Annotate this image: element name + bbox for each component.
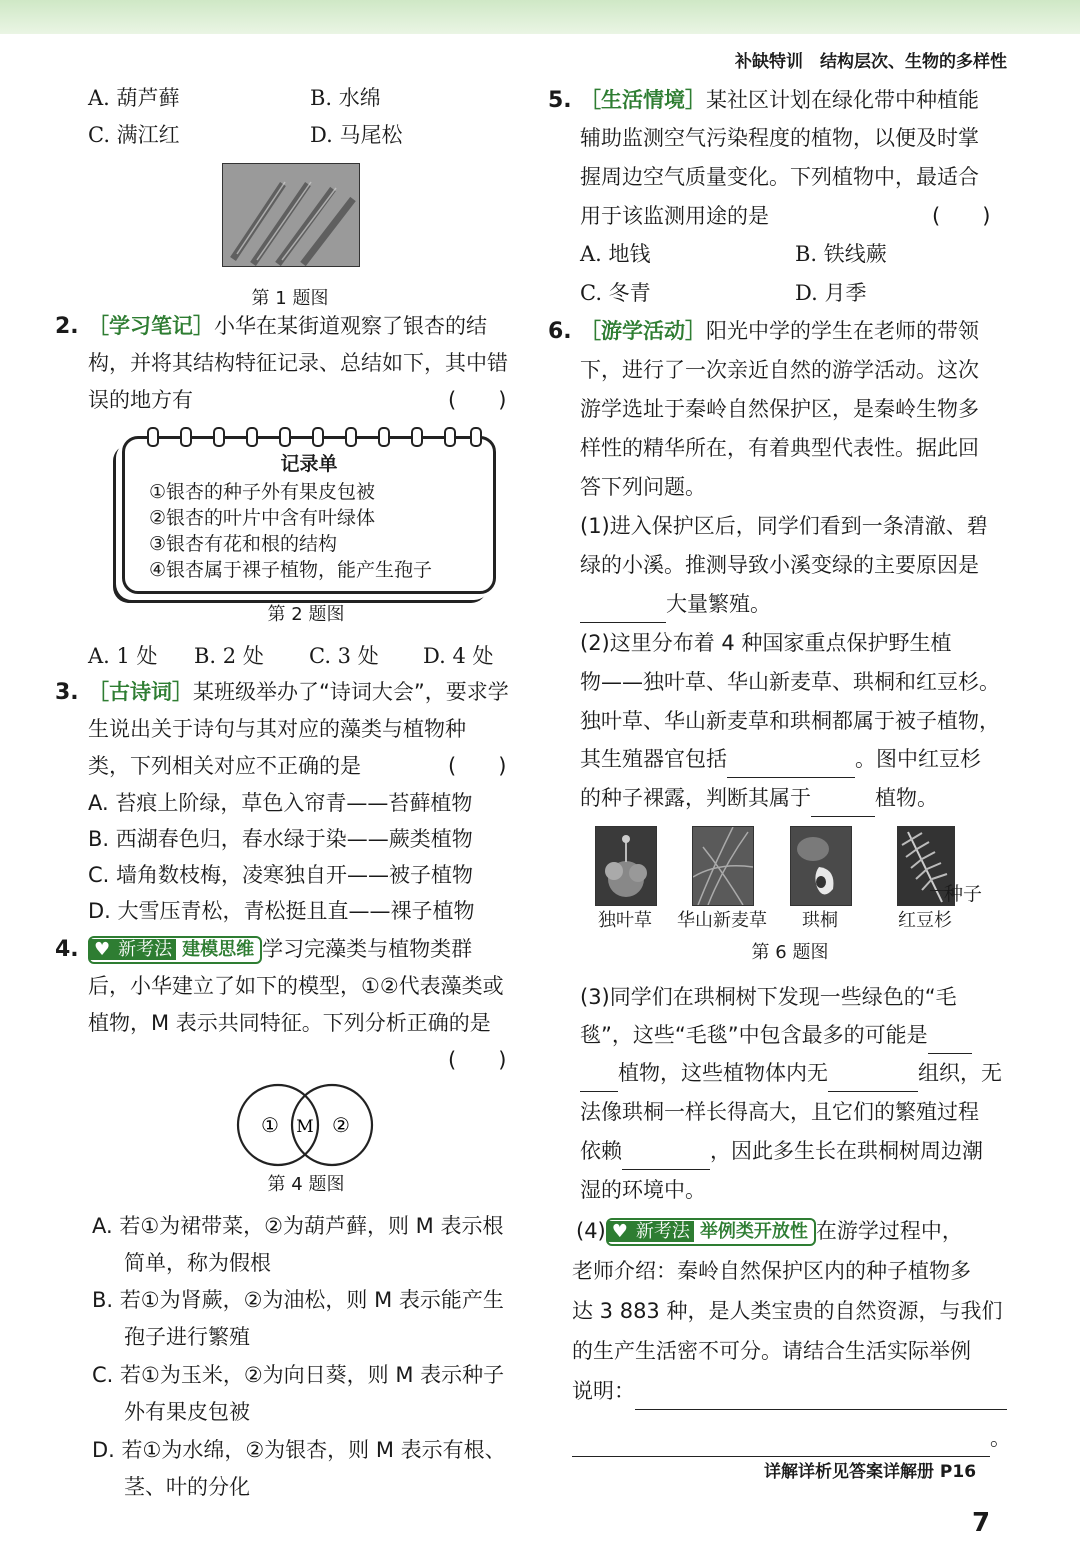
q2-record-notebook [122, 436, 496, 594]
q5-answer-paren[interactable]: ( ) [932, 204, 991, 228]
q6-badge: ♥ 新考法 举例类开放性 [606, 1218, 816, 1246]
q6-line-1: ［游学活动］阳光中学的学生在老师的带领 [580, 319, 979, 343]
q6-p1-line-3: 大量繁殖。 [580, 586, 771, 623]
q6-p4-line-3: 达 3 883 种，是人类宝贵的自然资源，与我们 [572, 1299, 1003, 1323]
venn-middle-label: M [296, 1117, 314, 1137]
q1-option-a[interactable]: A. 葫芦藓 [88, 86, 180, 110]
q5-line-2: 辅助监测空气污染程度的植物，以便及时掌 [580, 126, 979, 150]
q4-badge: ♥ 新考法 建模思维 [88, 936, 262, 964]
q3-line-1: ［古诗词］某班级举办了“诗词大会”，要求学 [88, 680, 509, 704]
q4-option-d[interactable]: D. 若①为水绵，②为银杏，则 M 表示有根、 [92, 1438, 506, 1462]
q4-venn-diagram [230, 1083, 380, 1167]
q3-option-b[interactable]: B. 西湖春色归，春水绿于染——蕨类植物 [88, 827, 473, 851]
q6-answer-line-2[interactable] [572, 1430, 990, 1457]
q4-figure-caption: 第 4 题图 [267, 1174, 345, 1195]
q6-blank-4b[interactable] [580, 1065, 618, 1092]
q6-p2-line-3: 独叶草、华山新麦草和珙桐都属于被子植物， [580, 709, 1000, 733]
answer-reference: 详解详析见答案详解册 P16 [764, 1462, 977, 1482]
leaf-icon: ♥ [608, 1221, 632, 1242]
leaf-icon: ♥ [90, 939, 114, 960]
q2-option-c[interactable]: C. 3 处 [309, 644, 379, 668]
plant-label-hongdoushan: 红豆杉 [898, 910, 952, 931]
q4-option-c-cont: 外有果皮包被 [124, 1400, 250, 1424]
plant-photo-gongtong [790, 826, 852, 906]
q5-line-3: 握周边空气质量变化。下列植物中，最适合 [580, 165, 979, 189]
q2-option-a[interactable]: A. 1 处 [88, 644, 158, 668]
q6-p1-line-2: 绿的小溪。推测导致小溪变绿的主要原因是 [580, 553, 979, 577]
q6-line-5: 答下列问题。 [580, 475, 706, 499]
q6-tag: ［游学活动］ [580, 319, 706, 343]
notebook-item-2: ②银杏的叶片中含有叶绿体 [149, 507, 376, 529]
q5-line-4: 用于该监测用途的是 [580, 204, 769, 228]
q6-p1-line-1: (1)进入保护区后，同学们看到一条清澈、碧 [580, 514, 988, 538]
q6-figure-caption: 第 6 题图 [751, 942, 829, 963]
q2-option-b[interactable]: B. 2 处 [194, 644, 264, 668]
q2-line-1: ［学习笔记］小华在某街道观察了银杏的结 [88, 314, 487, 338]
q4-option-a-cont: 简单，称为假根 [124, 1251, 271, 1275]
q6-blank-5[interactable] [828, 1065, 918, 1092]
q4-line-1: ♥ 新考法 建模思维 学习完藻类与植物类群 [88, 931, 472, 968]
q5-option-a[interactable]: A. 地钱 [580, 242, 651, 266]
q3-option-c[interactable]: C. 墙角数枝梅，凌寒独自开——被子植物 [88, 863, 474, 887]
q6-line-4: 样性的精华所在，有着典型代表性。据此回 [580, 436, 979, 460]
q6-blank-4a[interactable] [928, 1027, 972, 1054]
q6-p4-line-5: 说明： [572, 1373, 1007, 1410]
plant-label-duyecao: 独叶草 [598, 910, 652, 931]
q2-tag: ［学习笔记］ [88, 314, 214, 338]
q6-p2-line-1: (2)这里分布着 4 种国家重点保护野生植 [580, 631, 952, 655]
page-header: 补缺特训 结构层次、生物的多样性 [735, 52, 1007, 72]
q1-figure-photo [222, 163, 360, 267]
notebook-title: 记录单 [280, 453, 338, 475]
q5-option-d[interactable]: D. 月季 [795, 281, 867, 305]
q2-line-2: 构，并将其结构特征记录、总结如下，其中错 [88, 351, 508, 375]
q5-option-b[interactable]: B. 铁线蕨 [795, 242, 887, 266]
q6-p2-line-2: 物——独叶草、华山新麦草、珙桐和红豆杉。 [580, 670, 1000, 694]
q6-p4-line-6: 。 [572, 1420, 1011, 1457]
q1-figure-caption: 第 1 题图 [251, 288, 329, 309]
q4-option-b-cont: 孢子进行繁殖 [124, 1325, 250, 1349]
q6-blank-2[interactable] [727, 751, 855, 778]
q6-line-2: 下，进行了一次亲近自然的游学活动。这次 [580, 358, 979, 382]
q6-p3-line-1: (3)同学们在珙桐树下发现一些绿色的“毛 [580, 985, 957, 1009]
q6-p3-line-4: 法像珙桐一样长得高大，且它们的繁殖过程 [580, 1100, 979, 1124]
notebook-item-1: ①银杏的种子外有果皮包被 [149, 481, 376, 503]
plant-label-gongtong: 珙桐 [802, 910, 838, 931]
q5-option-c[interactable]: C. 冬青 [580, 281, 651, 305]
q3-line-2: 生说出关于诗句与其对应的藻类与植物种 [88, 717, 466, 741]
page-number: 7 [972, 1508, 991, 1538]
notebook-item-3: ③银杏有花和根的结构 [149, 533, 338, 555]
q4-option-b[interactable]: B. 若①为肾蕨，②为油松，则 M 表示能产生 [92, 1288, 504, 1312]
q3-answer-paren[interactable]: ( ) [448, 754, 507, 778]
top-banner [0, 0, 1080, 34]
venn-left-label: ① [261, 1113, 279, 1137]
q6-blank-1[interactable] [580, 596, 666, 623]
q2-answer-paren[interactable]: ( ) [448, 388, 507, 412]
q4-line-2: 后，小华建立了如下的模型，①②代表藻类或 [88, 974, 504, 998]
plant-photo-duyecao [595, 826, 657, 906]
q1-option-b[interactable]: B. 水绵 [310, 86, 381, 110]
q1-option-c[interactable]: C. 满江红 [88, 123, 180, 147]
q6-line-3: 游学选址于秦岭自然保护区，是秦岭生物多 [580, 397, 979, 421]
q6-p4-line-4: 的生产生活密不可分。请结合生活实际举例 [572, 1339, 971, 1363]
q6-answer-line-1[interactable] [635, 1383, 1007, 1410]
q2-figure-caption: 第 2 题图 [267, 604, 345, 625]
q4-option-d-cont: 茎、叶的分化 [124, 1475, 250, 1499]
q6-p4-line-1: (4) ♥ 新考法 举例类开放性 在游学过程中， [576, 1213, 963, 1250]
q3-tag: ［古诗词］ [88, 680, 193, 704]
q6-p3-line-5: 依赖 ，因此多生长在珙桐树周边潮 [580, 1133, 983, 1170]
q2-option-d[interactable]: D. 4 处 [423, 644, 494, 668]
q4-answer-paren[interactable]: ( ) [448, 1048, 507, 1072]
q3-option-a[interactable]: A. 苔痕上阶绿，草色入帘青——苔藓植物 [88, 791, 473, 815]
q2-line-3: 误的地方有 [88, 388, 193, 412]
q6-number: 6. [548, 319, 572, 344]
q3-option-d[interactable]: D. 大雪压青松，青松挺且直——裸子植物 [88, 899, 475, 923]
q5-line-1: ［生活情境］某社区计划在绿化带中种植能 [580, 88, 979, 112]
q6-p4-line-2: 老师介绍：秦岭自然保护区内的种子植物多 [572, 1259, 971, 1283]
q6-p2-line-4: 其生殖器官包括 。图中红豆杉 [580, 741, 981, 778]
q4-number: 4. [55, 937, 79, 962]
q6-p3-line-3: 植物，这些植物体内无 组织，无 [580, 1055, 1002, 1092]
q4-option-c[interactable]: C. 若①为玉米，②为向日葵，则 M 表示种子 [92, 1363, 505, 1387]
q4-option-a[interactable]: A. 若①为裙带菜，②为葫芦藓，则 M 表示根 [92, 1214, 504, 1238]
plant-photo-huashan-xinmaicao [692, 826, 754, 906]
q3-number: 3. [55, 680, 79, 705]
q1-option-d[interactable]: D. 马尾松 [310, 123, 403, 147]
q6-p3-line-2: 毯”，这些“毛毯”中包含最多的可能是 [580, 1017, 972, 1054]
plant-label-huashan-xinmaicao: 华山新麦草 [677, 910, 767, 931]
seed-label: 种子 [944, 883, 983, 905]
q4-line-3: 植物，M 表示共同特征。下列分析正确的是 [88, 1011, 491, 1035]
q6-blank-3[interactable] [811, 790, 875, 817]
q6-blank-6[interactable] [622, 1143, 710, 1170]
notebook-item-4: ④银杏属于裸子植物，能产生孢子 [149, 559, 433, 581]
venn-right-label: ② [332, 1113, 350, 1137]
q3-line-3: 类，下列相关对应不正确的是 [88, 754, 361, 778]
q5-tag: ［生活情境］ [580, 88, 706, 112]
q2-number: 2. [55, 314, 79, 339]
q6-p2-line-5: 的种子裸露，判断其属于 植物。 [580, 780, 938, 817]
microscope-image [223, 164, 359, 266]
q5-number: 5. [548, 88, 572, 113]
q6-p3-line-6: 湿的环境中。 [580, 1178, 706, 1202]
